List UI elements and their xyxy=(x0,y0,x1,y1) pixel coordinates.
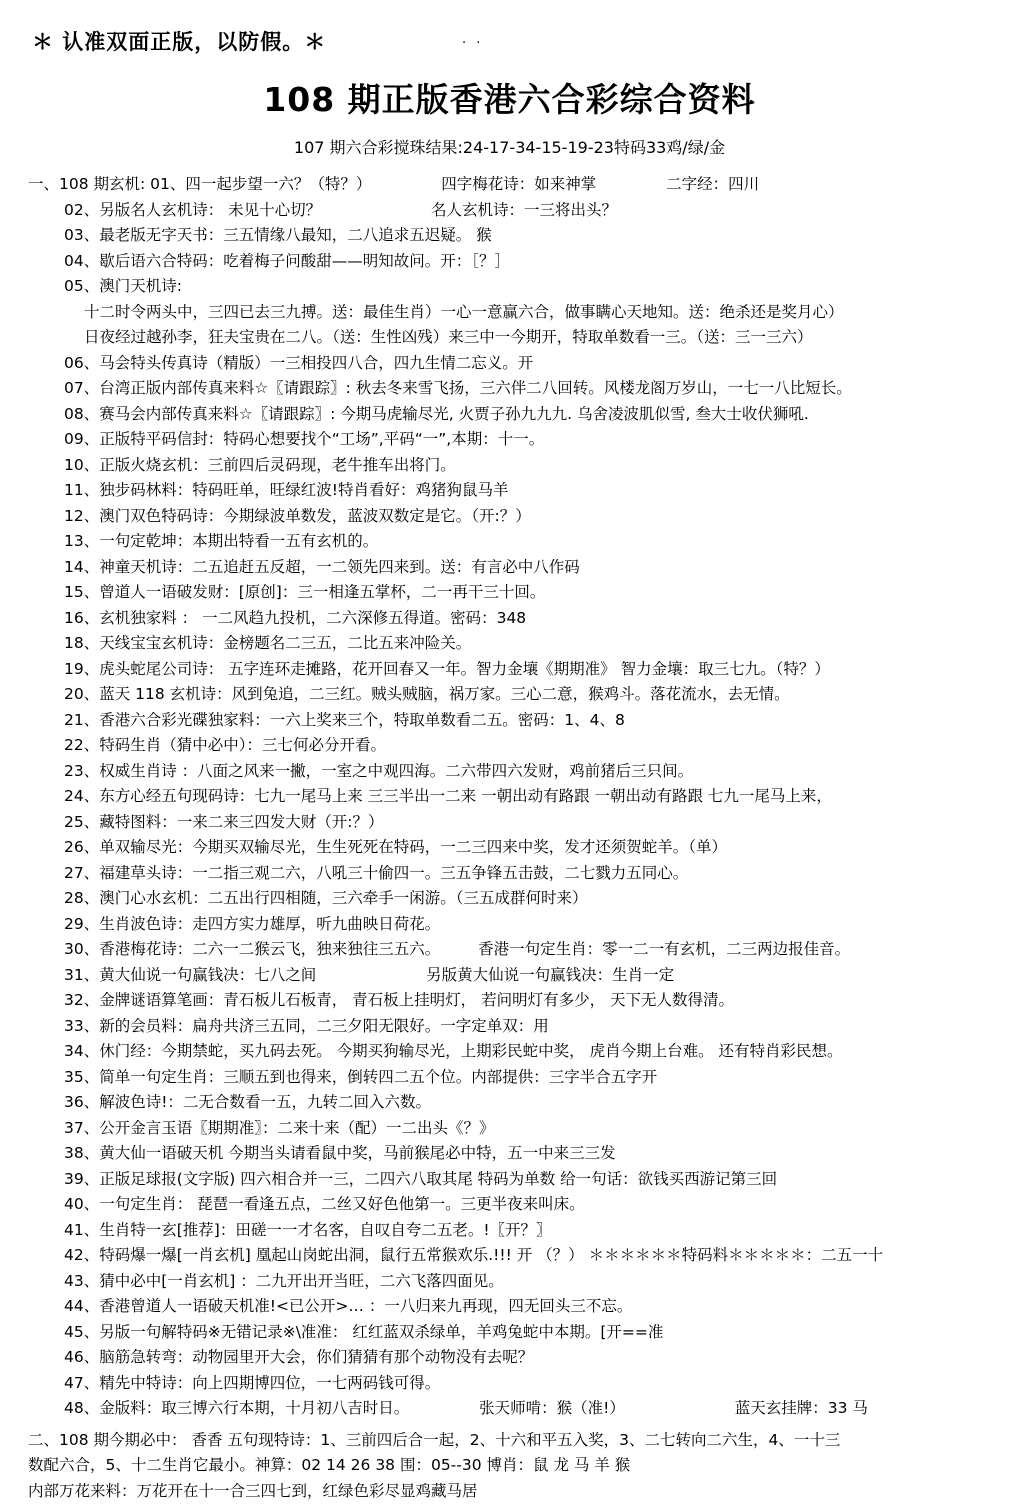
item-48-left: 48、金版料：取三博六行本期，十月初八吉时日。 xyxy=(64,1399,409,1417)
draw-result-subtitle: 107 期六合彩搅珠结果:24-17-34-15-19-23特码33鸡/绿/金 xyxy=(0,135,1019,158)
section-1-lead: 一、108 期玄机: xyxy=(28,175,145,193)
list-item: 04、歇后语六合特码：吃着梅子问酸甜——明知故问。开：［？］ xyxy=(28,249,1003,275)
list-item: 40、一句定生肖： 琵琶一看逢五点，二丝又好色他第一。三更半夜来叫床。 xyxy=(28,1192,1003,1218)
list-item xyxy=(28,1396,1003,1422)
item-01-left: 01、四一起步望一六？（特？） xyxy=(150,175,371,193)
list-item: 33、新的会员料：扁舟共济三五同，二三夕阳无限好。一字定单双：用 xyxy=(28,1014,1003,1040)
list-item: 35、简单一句定生肖：三顺五到也得来，倒转四二五个位。内部提供：三字半合五字开 xyxy=(28,1065,1003,1091)
list-item: 06、马会特头传真诗（精版）一三相投四八合，四九生情二忘义。开 xyxy=(28,351,1003,377)
decorative-dots: · · xyxy=(462,36,483,51)
list-item: 12、澳门双色特码诗：今期绿波单数发，蓝波双数定是它。（开:？） xyxy=(28,504,1003,530)
item-01-right: 二字经：四川 xyxy=(666,175,759,193)
list-item: 39、正版足球报(文字版) 四六相合并一三，二四六八取其尾 特码为单数 给一句话：欲钱买西游记第三回 xyxy=(28,1167,1003,1193)
list-item: 26、单双输尽光：今期买双输尽光，生生死死在特码，一二三四来中奖，发才还须贺蛇羊。（单） xyxy=(28,835,1003,861)
list-item: 43、猜中必中[一肖玄机] ：二九开出开当旺，二六飞落四面见。 xyxy=(28,1269,1003,1295)
list-item: 24、东方心经五句现码诗：七九一尾马上来 三三半出一二来 一朝出动有路跟 一朝出动有路跟 七九一尾马上来， xyxy=(28,784,1003,810)
list-item xyxy=(28,963,1003,989)
document-content xyxy=(0,172,1019,1504)
list-item: 09、正版特平码信封：特码心想要找个“工场”,平码“一”,本期：十一。 xyxy=(28,427,1003,453)
list-item: 27、福建草头诗：一二指三观二六，八吼三十偷四一。三五争锋五击鼓，二七戮力五同心。 xyxy=(28,861,1003,887)
list-item: 14、神童天机诗：二五追赶五反超，一二领先四来到。送：有言必中八作码 xyxy=(28,555,1003,581)
section-2-line-2: 数配六合，5、十二生肖它最小。神算：02 14 26 38 围：05--30 博肖：鼠 龙 马 羊 猴 xyxy=(28,1453,1003,1479)
list-item: 18、天线宝宝玄机诗：金榜题名二三五，二比五来冲险关。 xyxy=(28,631,1003,657)
list-item: 10、正版火烧玄机：三前四后灵码现，老牛推车出将门。 xyxy=(28,453,1003,479)
item-01-mid: 四字梅花诗：如来神掌 xyxy=(441,175,596,193)
list-item: 03、最老版无字天书：三五情缘八最知，二八追求五迟疑。 猴 xyxy=(28,223,1003,249)
section-1-heading-row xyxy=(28,172,1003,198)
list-item: 47、精先中特诗：向上四期博四位，一七两码钱可得。 xyxy=(28,1371,1003,1397)
list-item: 19、虎头蛇尾公司诗： 五字连环走摊路，花开回春又一年。智力金壤《期期准》 智力金壤：取三七九。（特？） xyxy=(28,657,1003,683)
list-item: 十二时令两头中，三四已去三九搏。送：最佳生肖）一心一意赢六合，做事瞒心天地知。送：绝杀还是奖月心） xyxy=(28,300,1003,326)
section-2-line-1: 香香 五句现特诗：1、三前四后合一起，2、十六和平五入奖，3、二七转向二六生，4、一十三 xyxy=(191,1431,840,1449)
item-30-right: 香港一句定生肖：零一二一有玄机，二三两边报佳音。 xyxy=(478,940,850,958)
list-item: 08、赛马会内部传真来料☆〖请跟踪〗: 今期马虎输尽光, 火贾子孙九九九. 乌舍凌波肌似雪, 叁大士收伏狮吼. xyxy=(28,402,1003,428)
top-note: ＊ 认准双面正版，以防假。＊ xyxy=(0,0,1019,56)
list-item: 23、权威生肖诗 ：八面之风来一撇，一室之中观四海。二六带四六发财，鸡前猪后三只间。 xyxy=(28,759,1003,785)
list-item: 11、独步码林料：特码旺单，旺绿红波!特肖看好：鸡猪狗鼠马羊 xyxy=(28,478,1003,504)
list-item: 16、玄机独家料 ： 一二风趋九投机，二六深修五得道。密码：348 xyxy=(28,606,1003,632)
item-31-left: 31、黄大仙说一句赢钱决：七八之间 xyxy=(64,966,316,984)
section-2-lead: 二、108 期今期必中： xyxy=(28,1431,187,1449)
list-item: 05、澳门天机诗: xyxy=(28,274,1003,300)
list-item: 41、生肖特一玄[推荐]：田磋一一才名客，自叹自夸二五老。!〖开？〗 xyxy=(28,1218,1003,1244)
list-item: 29、生肖波色诗：走四方实力雄厚，听九曲映日荷花。 xyxy=(28,912,1003,938)
list-item xyxy=(28,937,1003,963)
list-item: 21、香港六合彩光碟独家料：一六上奖来三个，特取单数看二五。密码：1、4、8 xyxy=(28,708,1003,734)
item-02-left: 02、另版名人玄机诗： 未见十心切？ xyxy=(64,201,321,219)
section-2-heading-row xyxy=(28,1428,1003,1454)
list-item: 13、一句定乾坤：本期出特看一五有玄机的。 xyxy=(28,529,1003,555)
list-item: 34、休门经：今期禁蛇，买九码去死。 今期买狗输尽光，上期彩民蛇中奖， 虎肖今期上台难。 还有特肖彩民想。 xyxy=(28,1039,1003,1065)
item-48-mid: 张天师啃：猴（准!） xyxy=(479,1399,625,1417)
list-item: 38、黄大仙一语破天机 今期当头请看鼠中奖，马前猴尾必中特，五一中来三三发 xyxy=(28,1141,1003,1167)
list-item: 45、另版一句解特码※无错记录※\准准： 红红蓝双杀绿单，羊鸡兔蛇中本期。[开==准 xyxy=(28,1320,1003,1346)
list-item: 28、澳门心水玄机：二五出行四相随，三六牵手一闲游。（三五成群何时来） xyxy=(28,886,1003,912)
list-item: 15、曾道人一语破发财：[原创]：三一相逢五掌杯，二一再干三十回。 xyxy=(28,580,1003,606)
item-48-right: 蓝天玄挂牌：33 马 xyxy=(735,1399,868,1417)
list-item: 37、公开金言玉语〖期期准〗：二来十来（配）一二出头《？》 xyxy=(28,1116,1003,1142)
item-30-left: 30、香港梅花诗：二六一二猴云飞，独来独往三五六。 xyxy=(64,940,440,958)
list-item xyxy=(28,198,1003,224)
list-item: 07、台湾正版内部传真来料☆〖请跟踪〗: 秋去冬来雪飞扬，三六伴二八回转。风楼龙阁万岁山，一七一八比短长。 xyxy=(28,376,1003,402)
list-item: 46、脑筋急转弯：动物园里开大会，你们猜猜有那个动物没有去呢？ xyxy=(28,1345,1003,1371)
item-02-right: 名人玄机诗：一三将出头？ xyxy=(431,201,617,219)
list-item: 20、蓝天 118 玄机诗：风到兔追，二三红。贼头贼脑，祸万家。三心二意，猴鸡斗。落花流水，去无情。 xyxy=(28,682,1003,708)
item-31-right: 另版黄大仙说一句赢钱决：生肖一定 xyxy=(426,966,674,984)
list-item: 25、藏特图料：一来二来三四发大财（开:？） xyxy=(28,810,1003,836)
list-item: 32、金牌谜语算笔画：青石板儿石板青， 青石板上挂明灯， 若问明灯有多少， 天下无人数得清。 xyxy=(28,988,1003,1014)
list-item: 日夜经过越孙李，狂夫宝贵在二八。（送：生性凶残）来三中一今期开，特取单数看一三。（送：三一三六） xyxy=(28,325,1003,351)
section-2-line-3: 内部万花来料：万花开在十一合三四七到，红绿色彩尽显鸡藏马居 xyxy=(28,1479,1003,1504)
list-item: 42、特码爆一爆[一肖玄机] 凰起山岗蛇出洞，鼠行五常猴欢乐.!!! 开 （？） ＊＊＊＊＊＊特码料＊＊＊＊＊：二五一十 xyxy=(28,1243,1003,1269)
list-item: 22、特码生肖（猜中必中）：三七何必分开看。 xyxy=(28,733,1003,759)
page-title: 108 期正版香港六合彩综合资料 xyxy=(0,74,1019,121)
list-item: 36、解波色诗!：二无合数看一五，九转二回入六数。 xyxy=(28,1090,1003,1116)
list-item: 44、香港曾道人一语破天机准!<已公开>… ：一八归来九再现，四无回头三不忘。 xyxy=(28,1294,1003,1320)
